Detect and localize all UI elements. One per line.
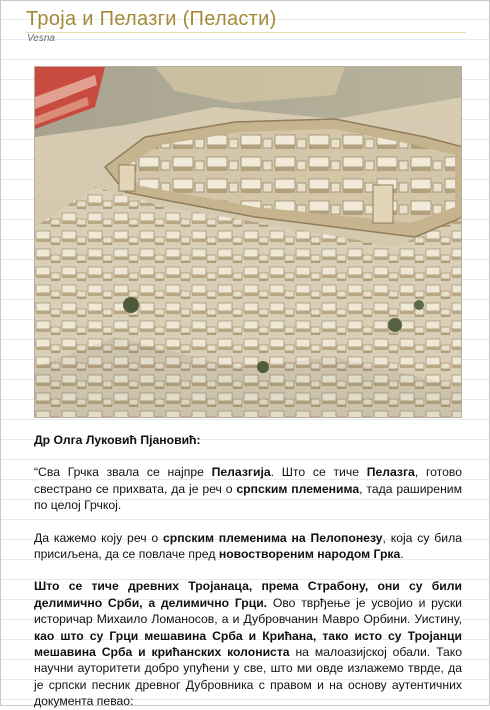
text-run: Ово тврђење је усвојио и руски историчар Михаило Ломаносов, а и Дубровчанин Мавро Орбини. Уистину, [34, 595, 462, 627]
text-run: као што су Грци мешавина Срба и Крићана, тако исто су Тројанци мешавина Срба и крићанских колониста [34, 628, 462, 660]
title-divider [26, 32, 466, 33]
text-run: српским племенима [236, 481, 360, 496]
text-run: , тада раширеним по целој Грчкој. [34, 481, 462, 513]
paragraph-2 [34, 530, 462, 563]
troy-model-illustration [35, 67, 462, 418]
text-run: Пелазгија [211, 465, 271, 480]
text-run: Пелазга [366, 465, 415, 480]
article-author: Vesna [27, 33, 55, 44]
article-title: Троја и Пелазги (Пеласти) [26, 8, 277, 30]
text-run: Што се тиче древних Тројанаца, према Страбону, они су били делимично Срби, а делимично Грци. [34, 579, 462, 610]
text-run: . [400, 547, 404, 562]
paragraph-3 [34, 578, 462, 709]
text-run: на малоазијској обали. Тако научни ауторитети добро упућени у све, што ми овде излажемо тврде, да је српски песник древног Дубровника с правом и на основу аутентичних документа певао: [34, 645, 462, 709]
author-heading: Др Олга Луковић Пјановић: [34, 433, 201, 447]
text-run: . Што се тиче [270, 465, 367, 480]
text-run: , која су била присиљена, да се повлаче пред [34, 530, 462, 562]
paragraph-1 [34, 464, 462, 513]
text-run: новоствореним народом Грка [218, 547, 401, 562]
article-body [34, 432, 462, 710]
troy-model-image [34, 66, 462, 418]
text-run: српским племенима на Пелопонезу [163, 530, 383, 545]
text-run: “Сва Грчка звала се најпре [34, 465, 212, 480]
text-run: , готово свестрано се прихвата, да је реч о [34, 465, 462, 496]
text-run: Да кажемо коју реч о [34, 530, 163, 545]
